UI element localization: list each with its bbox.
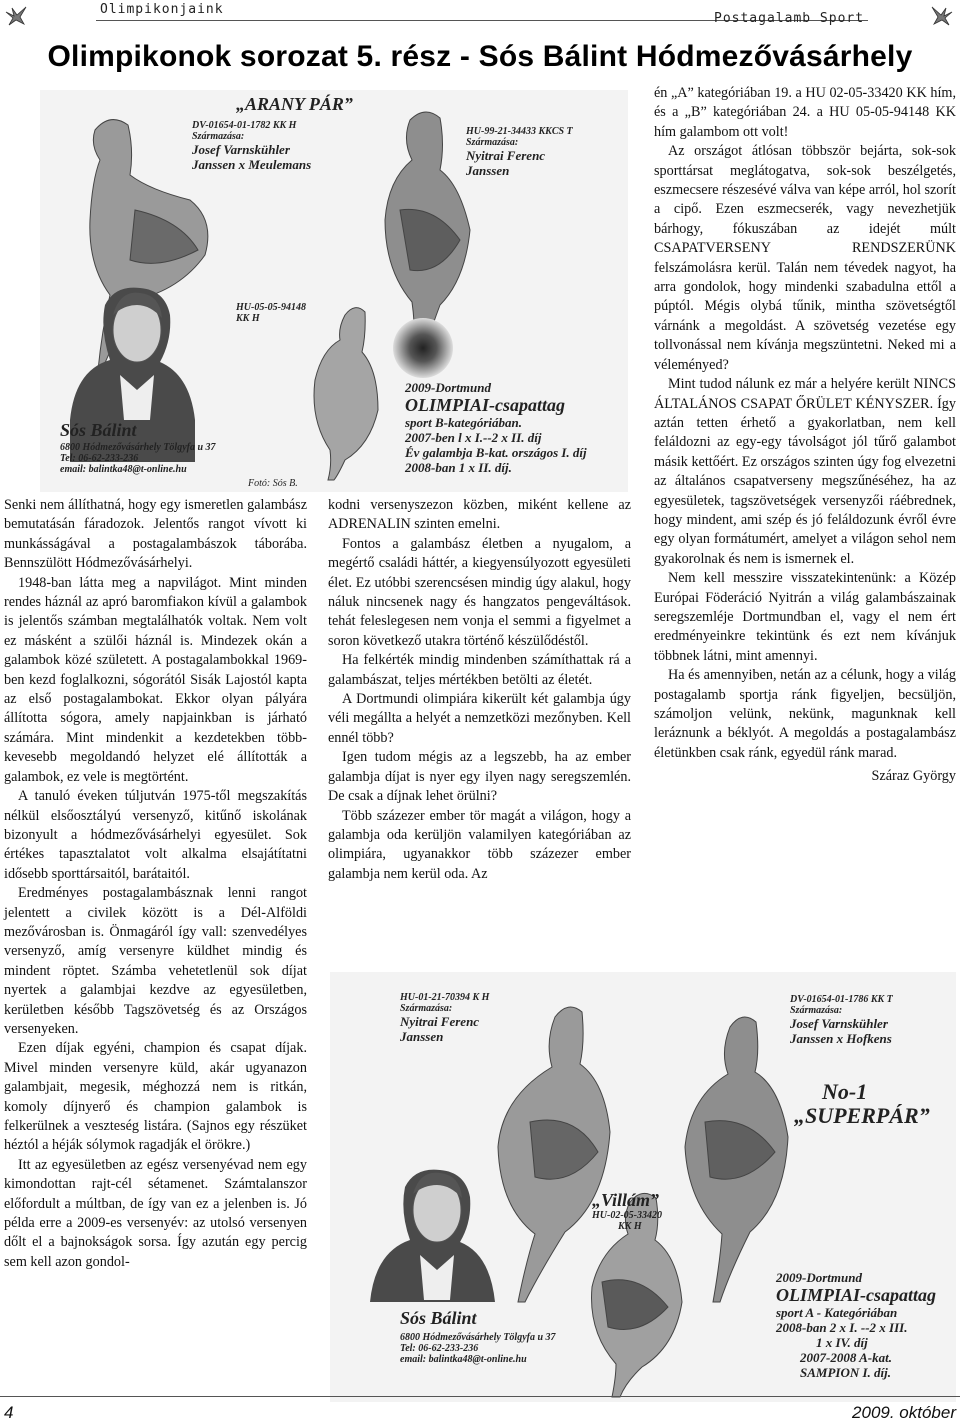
article-title: Olimpikonok sorozat 5. rész - Sós Bálint Hódmezővásárhely bbox=[47, 40, 913, 73]
owner-name: Sós Bálint bbox=[400, 1308, 477, 1328]
photo-collage-golden-pair bbox=[40, 90, 628, 492]
pigeon-caption: DV-01654-01-1782 KK H Származása: Josef Varnskühler Janssen x Meulemans bbox=[192, 120, 312, 172]
pigeon-photo bbox=[685, 1017, 788, 1302]
paragraph: Mint tudod nálunk ez már a helyére került NINCS ÁLTALÁNOS CSAPAT ŐRÜLET KÉNYSZER. Így aztán tetten érhető a gyakorlatban, nem kell feláldozni az egy-egy távolságot jól tűrő galambot másik kettőért. Ez országos szinten úgy fog elvezetni az általános csapatverseny megszűnéséhez, ha az egyesületek, tagszövetségek versenyzői ráébrednek, hogy mindent, ami szép és jó feláldozunk évről évre egy olyan formátumért, amelyet a világon sehol nem gyakorolnak és nem is ismernek el. bbox=[654, 376, 956, 567]
article-column-2 bbox=[328, 496, 631, 884]
paragraph: Eredményes postagalambásznak lenni rangot jelentett a civilek között is a Dél-Alföldi mezővárosban is. Önmagáról így vall: szenvedélyes versenyző, amíg versenyre küldhet mindig és mindent röptet. Számba vehetetlenül sok díjat nyertek a galambjai kezdve az egyesületben, kerületben később Tagszövetség és az Országos versenyeken. bbox=[4, 885, 307, 1037]
pigeon-caption: HU-01-21-70394 K H Származása: Nyitrai Ferenc Janssen bbox=[400, 992, 490, 1044]
pigeon-caption: HU-99-21-34433 KKCS T Származása: Nyitrai Ferenc Janssen bbox=[466, 126, 573, 178]
owner-contact: 6800 Hódmezővásárhely Tölgyfa u 37 Tel: 06-62-233-236 email: balintka48@t-online.hu bbox=[60, 442, 216, 475]
superpair-title: No-1 „SUPERPÁR” bbox=[794, 1079, 930, 1128]
photo-collage-superpair bbox=[330, 972, 956, 1402]
paragraph: Igen tudom mégis az a legszebb, ha az ember galambja díjat is nyer egy ilyen nagy seregszemlén. De csak a díjnak lehet örülni? bbox=[328, 749, 631, 805]
paragraph: Nem kell messzire visszatekintenünk: a Közép Európai Föderáció Nyitrán a világ galambászainak seregszemléje Dortmundban el, vagy el nem ért eredményeinkre tekintünk és ezt nem kívánjuk többnek látni, mint amennyi. bbox=[654, 570, 956, 664]
portrait-photo bbox=[370, 1170, 495, 1302]
results-caption: 2009-Dortmund OLIMPIAI-csapattag sport B-kategóriában. 2007-ben l x I.--2 x II. díj Év galambja B-kat. országos I. díj 2008-ban 1 x II. díj. bbox=[405, 380, 587, 475]
article-column-3 bbox=[654, 84, 956, 787]
author-signature: Száraz György bbox=[871, 768, 956, 785]
owner-contact: 6800 Hódmezővásárhely Tölgyfa u 37 Tel: 06-62-233-236 email: balintka48@t-online.hu bbox=[400, 1332, 556, 1365]
paragraph: Ha felkérték mindig mindenben számíthattak rá a galambászat, teljes mértékben betölti az életét. bbox=[328, 652, 631, 688]
owner-name: Sós Bálint bbox=[60, 420, 137, 440]
golden-pair-heading: „ARANY PÁR” bbox=[236, 94, 353, 114]
paragraph: Senki nem állíthatná, hogy egy ismeretlen galambász bemutatásán fáradozok. Jelentős rangot vívott ki munkásságával a postagalambászok táborába. Bennszülött Hódmezővásárhelyi. bbox=[4, 497, 307, 572]
article-column-1 bbox=[4, 496, 307, 1272]
paragraph: Több százezer ember tör magát a világon, hogy a galambja oda kerüljön valamilyen kategóriában az olimpiára, ugyanakkor több százezer ember galambja nem kerül oda. Az bbox=[328, 807, 631, 882]
page-number: 4 bbox=[4, 1403, 14, 1422]
pigeon-eye-photo bbox=[393, 318, 453, 378]
header-section-name: Olimpikonjaink bbox=[100, 2, 224, 17]
results-caption: 2009-Dortmund OLIMPIAI-csapattag sport A - Kategóriában 2008-ban 2 x I. --2 x III. 1 x IV. díj 2007-2008 A-kat. SAMPION I. díj. bbox=[776, 1270, 937, 1380]
paragraph: A tanuló éveken túljutván 1975-től megszakítás nélkül elsőosztályú versenyző, kitűnő iskolának bizonyult a hódmezővásárhelyi egyesület. Sok értékes tapasztalatot volt alkalma elsajátítatni idősebb sporttársaitól, barátaitól. bbox=[4, 788, 307, 882]
photo-credit: Fotó: Sós B. bbox=[248, 478, 298, 489]
paragraph: Fontos a galambász életben a nyugalom, a megértő családi háttér, a kiegyensúlyozott egyesületi élet. Ez utóbbi szerencsésen mindig úgy alakul, hogy náluk nincsenek nagy és hangzatos pengeváltások. tehát feleslegesen nem vonja el semmi a figyelmet a soron következő utakra történő készülődéstől. bbox=[328, 535, 631, 649]
paragraph: kodni versenyszezon közben, miként kellene az ADRENALIN szinten emelni. bbox=[328, 497, 631, 533]
pigeon-photo bbox=[314, 308, 378, 480]
villam-caption: „Villám” HU-02-05-33420 KK H bbox=[592, 1190, 662, 1232]
paragraph: Az országot átlósan többször bejárta, sok-sok sporttársat meglátogatva, sok-sok beszélgetés, eszmecsere részesévé válva van képe arról, hol szorít a cipő. Ezen eszmecserék, vagy nevezhetjük bárhogy, fókuszában az idejét múlt CSAPATVERSENY RENDSZERÜNK felszámolásra kerül. Talán nem tévedek nagyot, ha arra gondolok, hogy mindenki szabadulna ettől a púptól. Mégis olybá tűnik, mintha szövetségtől várnánk a megoldást. A szövetség vezetése egy tollvonással nem kívánja megszüntetni. Neked mi a véleményed? bbox=[654, 143, 956, 373]
paragraph: 1948-ban látta meg a napvilágot. Mint minden rendes háznál az apró baromfiakon kívül a galambok is jelentős számban megtalálhatók voltak. Nem volt ez másként a szülői háznál is. Mindezek okán a galambok közé született. A postagalambokkal 1969-ben kezd foglalkozni, sógorától Sisák Lajostól kapta az első postagalambokat. Ekkor olyan pályára állította sógora, amely napjainkban is járható számára. Mint mindenkit a kezdetekben több-kevesebb megoldandó helyzet elé állították a galambok, ez vele is megtörtént. bbox=[4, 574, 307, 785]
pigeon-logo-icon bbox=[4, 4, 28, 28]
paragraph: én „A” kategóriában 19. a HU 02-05-33420 KK hím, és a „B” kategóriában 24. a HU 05-05-94148 KK hím galambom ott volt! bbox=[654, 85, 956, 140]
pigeon-caption: HU-05-05-94148 KK H bbox=[236, 302, 306, 324]
header-magazine-name: Postagalamb Sport bbox=[714, 11, 865, 26]
pigeon-photo bbox=[498, 1007, 610, 1302]
issue-date: 2009. október bbox=[852, 1403, 956, 1422]
paragraph: Ha és amennyiben, netán az a célunk, hogy a világ postagalamb sportja ránk figyeljen, becsüljön, számoljon velünk, nekünk, magunknak kell leráznunk a béklyót. A megoldás a postagalambász életünkben csak ránk, egyedül ránk marad. bbox=[654, 667, 956, 761]
paragraph: Itt az egyesületben az egész versenyévad nem egy kimondottan rajt-cél sétamenet. Számtalanszor előfordult a múltban, de így van ez a jelenben is. Jó példa erre a 2009-es versenyév: az utolsó versenyen dőlt el a bajnokságok sorsa. Így azután egy percig sem kell azon gondol- bbox=[4, 1156, 307, 1270]
footer-rule bbox=[0, 1396, 960, 1397]
pigeon-logo-icon bbox=[930, 4, 954, 28]
pigeon-caption: DV-01654-01-1786 KK T Származása: Josef Varnskühler Janssen x Hofkens bbox=[790, 994, 893, 1046]
paragraph: Ezen díjak egyéni, champion és csapat díjak. Mivel minden versenyre küld, akár ugyanazon galambjait, megesik, méghozzá nem is ritkán, komoly díjnyerő és champion galambok is felkerülnek a veszteség listára. (Sajnos egy részüket héztól a héják sólymok ragadják el örökre.) bbox=[4, 1040, 307, 1154]
paragraph: A Dortmundi olimpiára kikerült két galambja úgy véli megállta a helyét a nemzetközi mezőnyben. Kell ennél több? bbox=[328, 691, 631, 746]
